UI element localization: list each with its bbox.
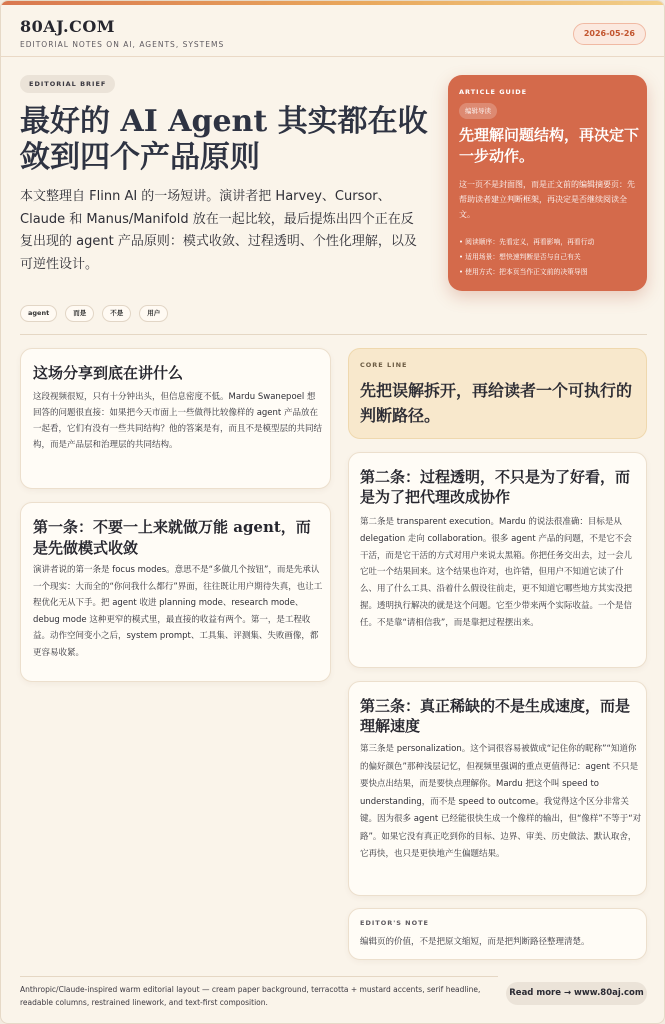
guide-title: 先理解问题结构，再决定下一步动作。 [459,126,640,165]
date-badge: 2026-05-26 [573,23,646,45]
section-body: 第三条是 personalization。这个词很容易被做成“记住你的昵称”“知道你的偏好颜色”那种浅层记忆，但视频里强调的重点更值得记：agent 不只是要快点出结果，而是要快点理解你。Mardu 把这个叫 speed to understanding，而不是 speed to outcome。我觉得这个区分非常关键。因为很多 agent 已经能很快生成一个像样的输出，但“像样”不等于“对路”。如果它没有真正吃到你的目标、边界、审美、历史做法、默认取舍，它再快，也只是更快地产生偏题结果。 [360,744,642,859]
note-body: 编辑页的价值，不是把原文缩短，而是把判断路径整理清楚。 [360,937,590,947]
core-kicker: CORE LINE [360,361,408,369]
core-line-card [348,348,647,439]
section-body: 演讲者说的第一条是 focus modes。意思不是“多做几个按钮”，而是先承认一个现实：大而全的“你问我什么都行”界面，往往既让用户期待失真，也让工程优化无从下手。把 agent 收进 planning mode、research mode、debug mode 这种更窄的模式里，最直接的收益有两个。第一，是工程收益。动作空间变小之后，system prompt、工具集、评测集、失败画像，都更容易收紧。 [33,565,323,658]
section-body: 这段视频很短，只有十分钟出头，但信息密度不低。Mardu Swanepoel 想回答的问题很直接：如果把今天市面上一些做得比较像样的 agent 产品放在一起看，它们有没有一些共同结构？他的答案是有，而且不是模型层的共同结构，而是产品层和治理层的共同结构。 [33,392,323,450]
section-card-personalization [348,681,647,896]
section-card-overview [20,348,331,489]
section-card-transparency [348,452,647,668]
section-divider [20,334,647,335]
section-title: 这场分享到底在讲什么 [33,364,184,382]
site-brand[interactable]: 80AJ.COM [20,17,115,36]
footer-divider [20,976,498,977]
guide-chip: 编辑导读 [459,103,497,119]
editorial-brief-label: EDITORIAL BRIEF [20,75,115,93]
tag-chip[interactable]: 用户 [139,305,168,322]
guide-kicker: ARTICLE GUIDE [459,88,528,96]
guide-list-item: • 适用场景：想快速判断是否与自己有关 [459,250,644,265]
section-title: 第一条：不要一上来就做万能 agent，而是先做模式收敛 [33,518,311,557]
guide-list [459,235,644,280]
section-title: 第三条：真正稀缺的不是生成速度，而是理解速度 [360,697,631,735]
core-title: 先把误解拆开，再给读者一个可执行的判断路径。 [360,381,633,425]
editors-note-card [348,908,647,960]
site-header [1,5,665,57]
tag-chip[interactable]: 不是 [102,305,131,322]
guide-list-item: • 使用方式：把本页当作正文前的决策导图 [459,265,644,280]
tag-chip[interactable]: agent [20,305,57,322]
tag-chip[interactable]: 而是 [65,305,94,322]
section-card-focus-modes [20,502,331,682]
section-body: 第二条是 transparent execution。Mardu 的说法很准确：目标是从 delegation 走向 collaboration。很多 agent 产品的问题，不是它不会干活，而是它干活的方式对用户来说太黑箱。你把任务交出去，过一会儿它吐一个结果回来。这个结果也许对，也许错，但用户不知道它读了什么、用了什么工具、沿着什么假设往前走，更不知道它哪些地方其实没把握。透明执行解决的就是这个问题。它至少带来两个实际收益。一个是信任。不是靠“请相信我”，而是靠把过程摆出来。 [360,517,633,628]
section-title: 第二条：过程透明，不只是为了好看，而是为了把代理改成协作 [360,468,631,506]
footer-text: Anthropic/Claude-inspired warm editorial layout — cream paper background, terracotta + mustard accents, serif headline, readable columns, restrained linework, and text-first composition. [20,985,481,1007]
site-tagline: EDITORIAL NOTES ON AI, AGENTS, SYSTEMS [20,40,225,49]
guide-description: 这一页不是封面图，而是正文前的编辑摘要页：先帮助读者建立判断框架，再决定是否继续阅读全文。 [459,180,635,219]
note-kicker: EDITOR'S NOTE [360,919,429,927]
page-title: 最好的 AI Agent 其实都在收敛到四个产品原则 [20,104,428,175]
tag-list [20,305,168,322]
guide-list-item: • 阅读顺序：先看定义，再看影响，再看行动 [459,235,644,250]
intro-paragraph: 本文整理自 Flinn AI 的一场短讲。演讲者把 Harvey、Cursor、Claude 和 Manus/Manifold 放在一起比较，最后提炼出四个正在反复出现的 agent 产品原则：模式收敛、过程透明、个性化理解，以及可逆性设计。 [20,189,417,272]
article-guide-card [448,75,647,291]
read-more-button[interactable]: Read more → www.80aj.com [506,982,647,1005]
